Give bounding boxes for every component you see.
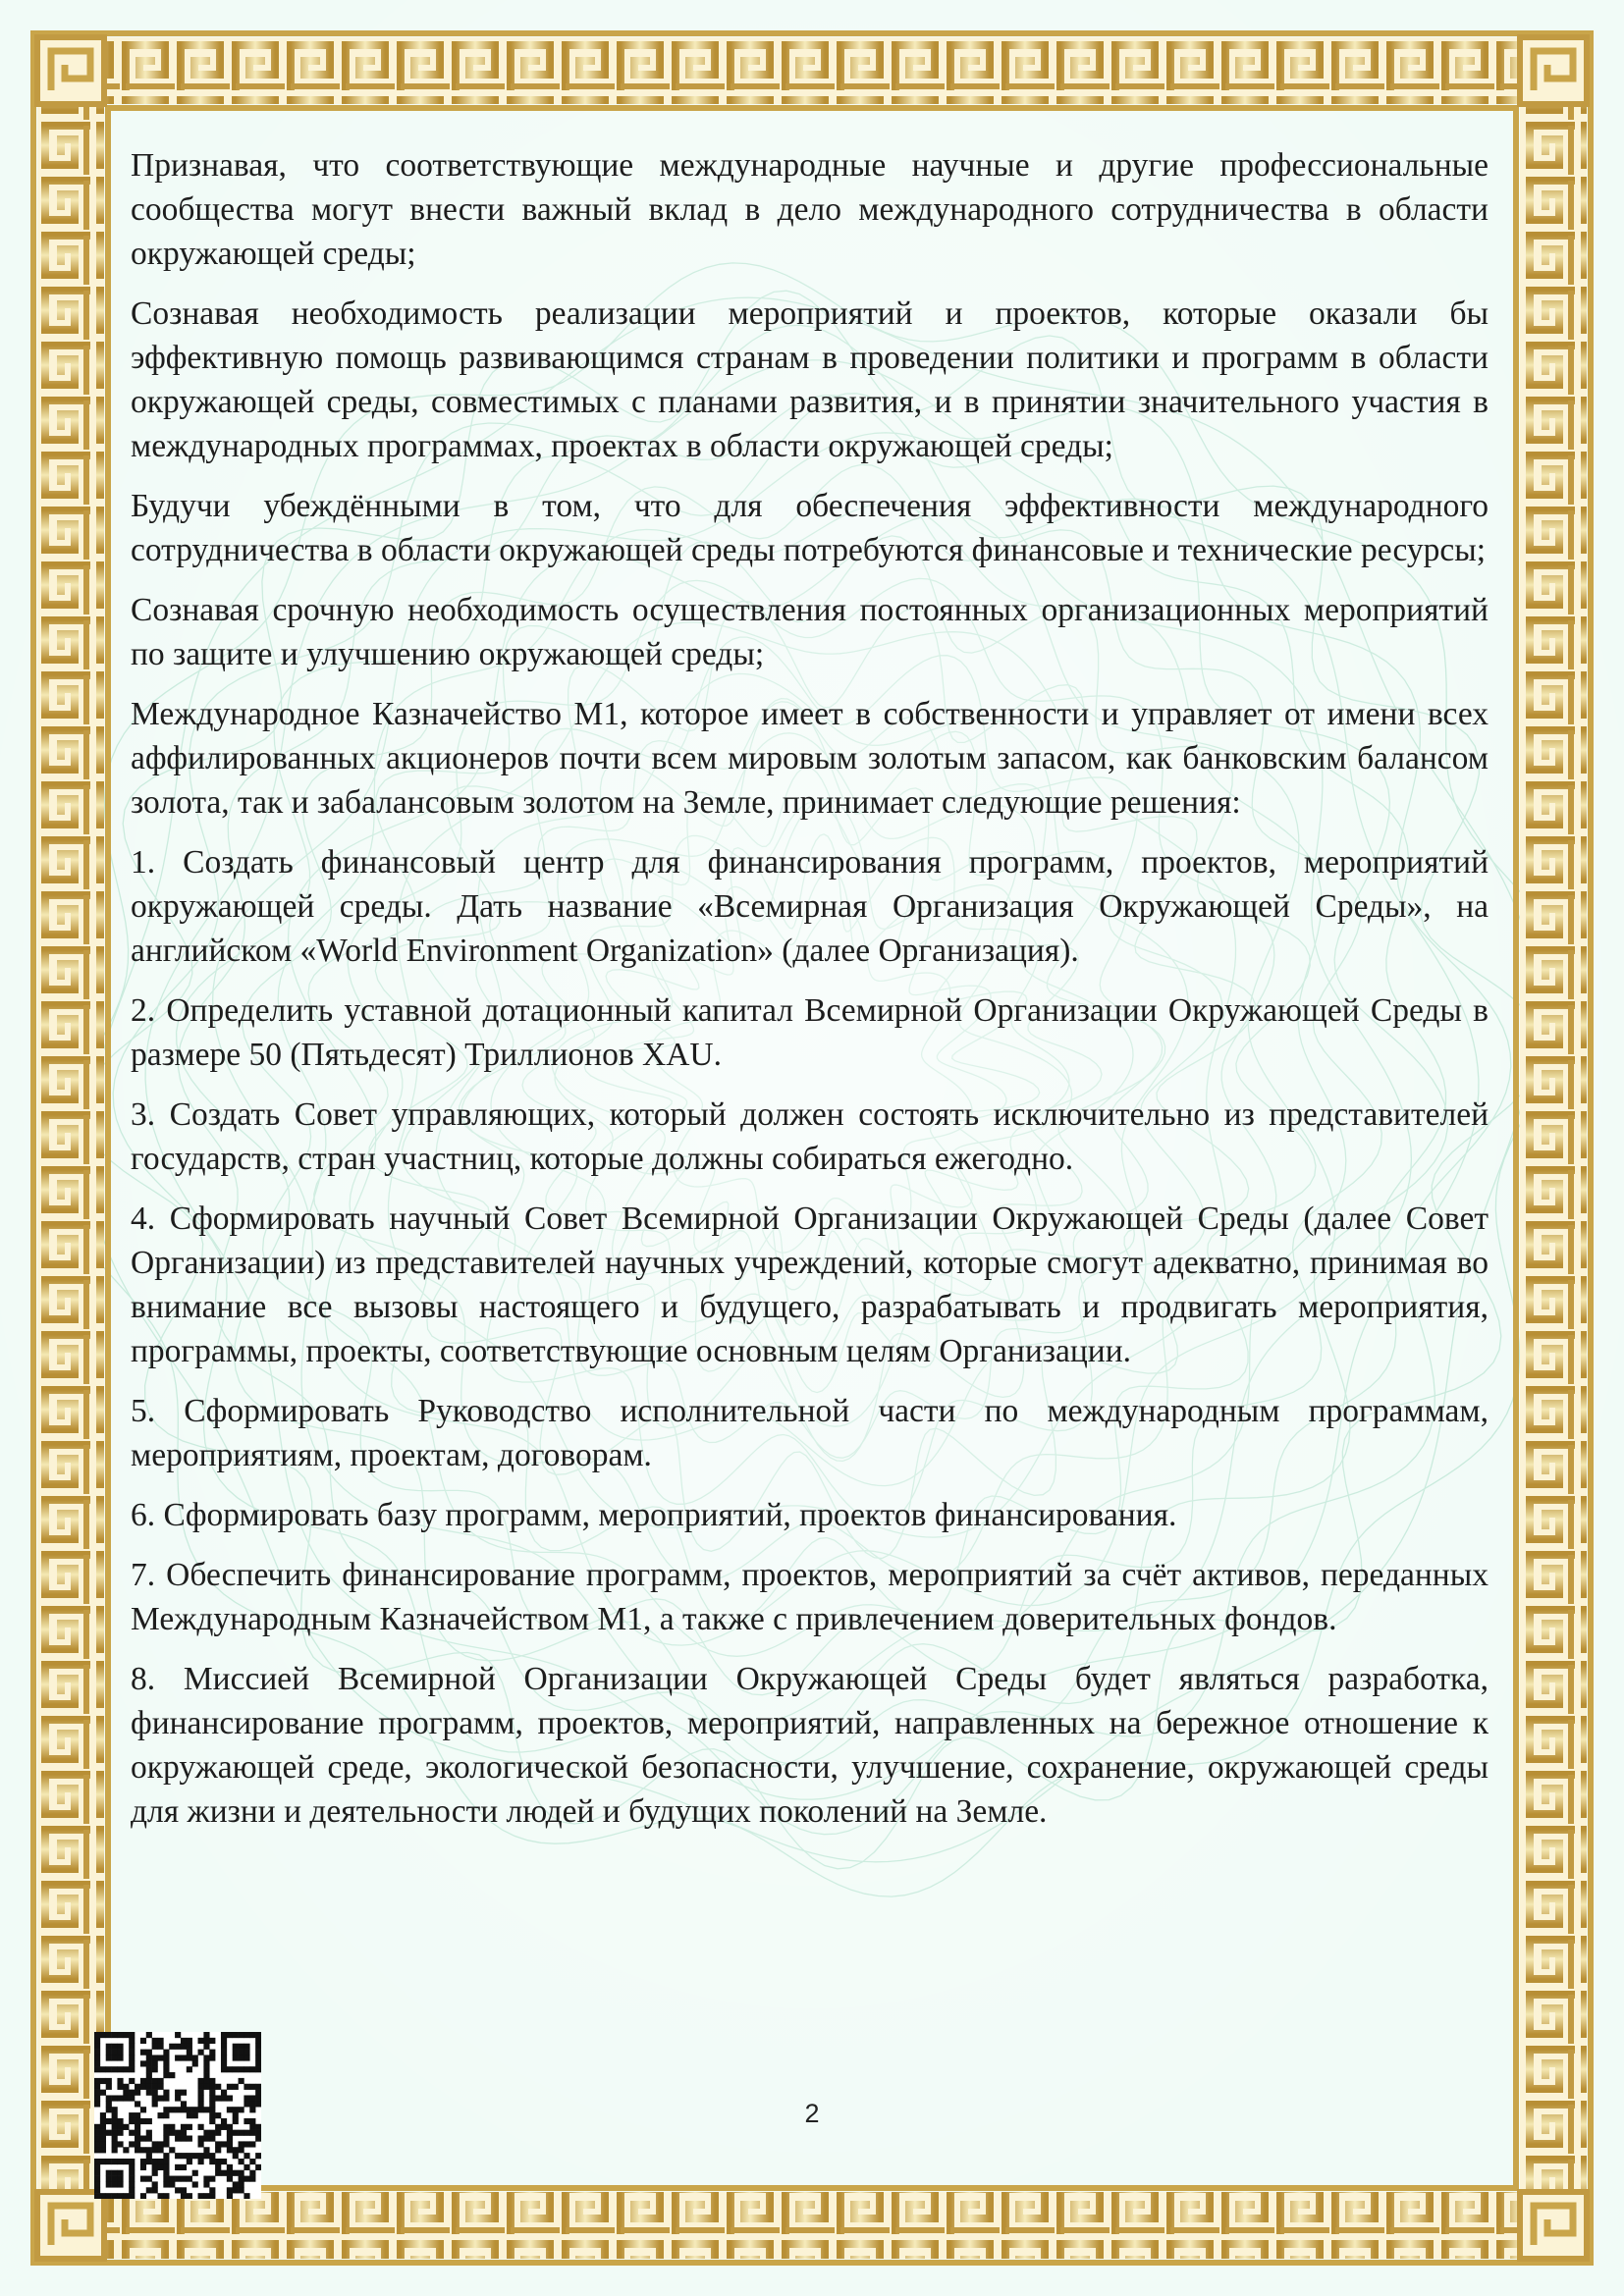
paragraph: Международное Казначейство М1, которое имеет в собственности и управляет от имени всех аффилированных акционеров почти всем мировым золотым запасом, как банковским балансом золота, так и забалансовым золотом на Земле, принимает следующие решения: [131,696,1489,821]
list-item: 7. Обеспечить финансирование программ, проектов, мероприятий за счёт активов, переданных Международным Казначейством М1, а также с привлечением доверительных фондов. [131,1557,1489,1637]
list-item: 5. Сформировать Руководство исполнительной части по международным программам, мероприятиям, проектам, договорам. [131,1393,1489,1473]
paragraph: Сознавая необходимость реализации мероприятий и проектов, которые оказали бы эффективную помощь развивающимся странам в проведении политики и программ в области окружающей среды, совместимых с планами развития, и в принятии значительного участия в международных программах, проектах в области окружающей среды; [131,295,1489,464]
qr-code-icon [94,2032,261,2199]
paragraph: Будучи убеждёнными в том, что для обеспечения эффективности международного сотрудничества в области окружающей среды потребуются финансовые и технические ресурсы; [131,488,1489,568]
page-number: 2 [804,2099,820,2128]
document-body [131,143,1489,1849]
paragraph: Сознавая срочную необходимость осуществления постоянных организационных мероприятий по защите и улучшению окружающей среды; [131,592,1489,672]
list-item: 4. Сформировать научный Совет Всемирной Организации Окружающей Среды (далее Совет Организации) из представителей научных учреждений, которые смогут адекватно, принимая во внимание все вызовы настоящего и будущего, разрабатывать и продвигать мероприятия, программы, проекты, соответствующие основным целям Организации. [131,1201,1489,1369]
list-item: 3. Создать Совет управляющих, который должен состоять исключительно из представителей государств, стран участниц, которые должны собираться ежегодно. [131,1096,1489,1177]
list-item: 6. Сформировать базу программ, мероприятий, проектов финансирования. [131,1497,1177,1533]
list-item: 8. Миссией Всемирной Организации Окружающей Среды будет являться разработка, финансирование программ, проектов, мероприятий, направленных на бережное отношение к окружающей среде, экологической безопасности, улучшение, сохранение, окружающей среды для жизни и деятельности людей и будущих поколений на Земле. [131,1661,1489,1830]
list-item: 1. Создать финансовый центр для финансирования программ, проектов, мероприятий окружающей среды. Дать название «Всемирная Организация Окружающей Среды», на английском «World Environment Organization» (далее Организация). [131,844,1489,969]
list-item: 2. Определить уставной дотационный капитал Всемирной Организации Окружающей Среды в размере 50 (Пятьдесят) Триллионов XAU. [131,992,1489,1073]
paragraph: Признавая, что соответствующие международные научные и другие профессиональные сообщества могут внести важный вклад в дело международного сотрудничества в области окружающей среды; [131,147,1489,272]
